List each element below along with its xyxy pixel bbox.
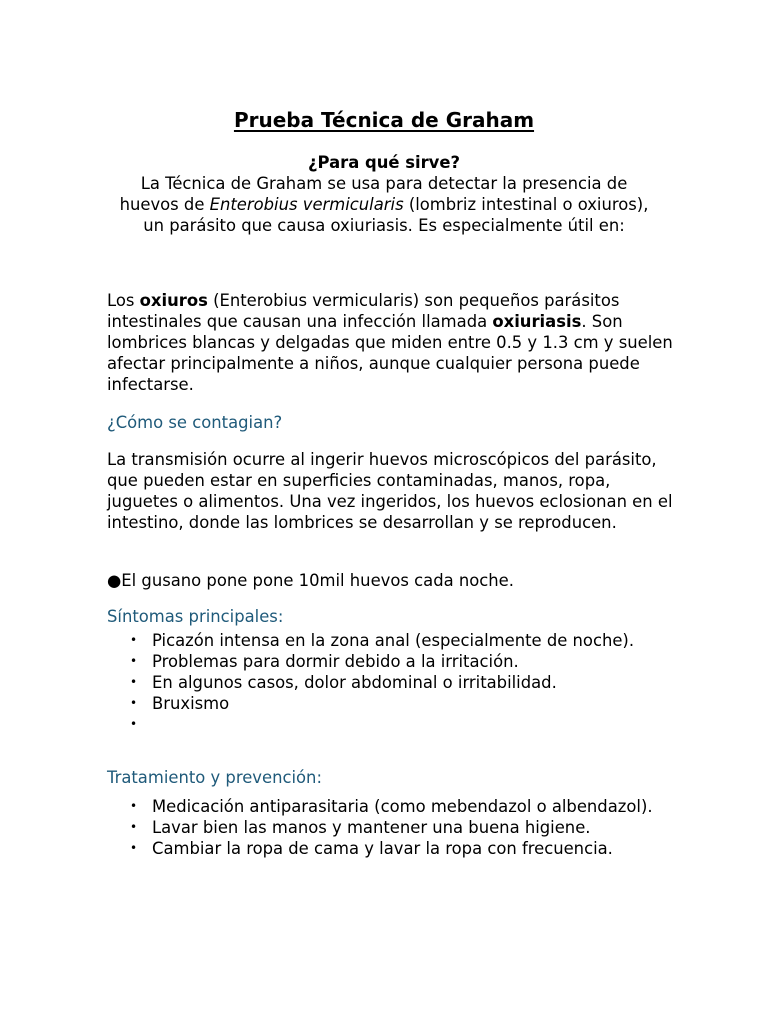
treatment-list [107,796,667,859]
page-title: Prueba Técnica de Graham [233,108,535,132]
list-item: • Lavar bien las manos y mantener una buena higiene. [130,818,591,837]
list-item: • Picazón intensa en la zona anal (especialmente de noche). [130,631,635,650]
intro-text-before: La Técnica de Graham se usa para detectar la presencia de huevos de [119,174,628,214]
bullet-icon: • [130,696,138,710]
list-item: • Cambiar la ropa de cama y lavar la ropa con frecuencia. [130,839,613,858]
symptoms-list [107,630,667,735]
contagion-paragraph: La transmisión ocurre al ingerir huevos microscópicos del parásito, que pueden estar en superficies contaminadas, manos, ropa, juguetes o alimentos. Una vez ingeridos, los huevos eclosionan en el intestino, donde las lombrices se desarrollan y se reproducen. [107,450,673,532]
list-item: • En algunos casos, dolor abdominal o irritabilidad. [130,673,557,692]
description-text-2: (Enterobius vermicularis) son pequeños parásitos intestinales que causan una infección llamada [107,291,620,331]
bullet-icon: • [130,717,138,731]
intro-subtitle: ¿Para qué sirve? [308,153,460,172]
description-bold-oxiuros: oxiuros [139,291,208,310]
treatment-heading: Tratamiento y prevención: [107,768,322,787]
intro-species: Enterobius vermicularis [209,195,404,214]
list-item: • Medicación antiparasitaria (como mebendazol o albendazol). [130,797,653,816]
intro-text-after: (lombriz intestinal o oxiuros), un parásito que causa oxiuriasis. Es especialmente útil en: [143,195,649,235]
intro-section [110,152,658,236]
description-text-3: . Son lombrices blancas y delgadas que miden entre 0.5 y 1.3 cm y suelen afectar principalmente a niños, aunque cualquier persona puede infectarse. [107,312,673,394]
note-line: ●El gusano pone pone 10mil huevos cada noche. [107,571,514,590]
symptoms-heading: Síntomas principales: [107,607,284,626]
description-bold-oxiuriasis: oxiuriasis [492,312,582,331]
description-paragraph [107,290,677,395]
bullet-icon: • [130,820,138,834]
bullet-icon: • [130,633,138,647]
list-item: • Problemas para dormir debido a la irritación. [130,652,519,671]
list-item [107,714,667,735]
bullet-icon: • [130,841,138,855]
bullet-icon: • [130,654,138,668]
description-text-1: Los [107,291,140,310]
contagion-heading: ¿Cómo se contagian? [107,413,283,432]
bullet-icon: • [130,799,138,813]
bullet-icon: • [130,675,138,689]
list-item: • Bruxismo [130,694,230,713]
